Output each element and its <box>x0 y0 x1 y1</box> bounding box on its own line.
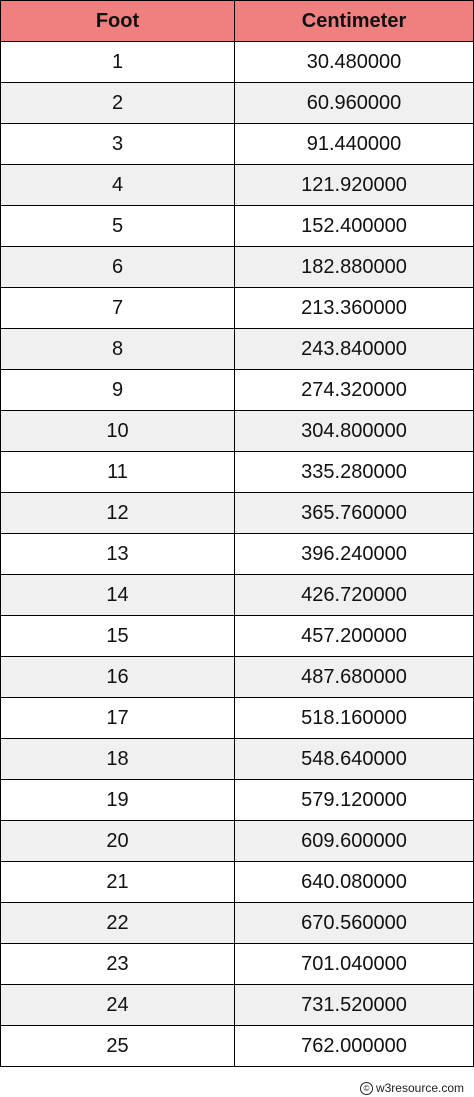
cell-centimeter: 365.760000 <box>235 493 474 534</box>
table-row <box>1 83 474 124</box>
cell-foot: 20 <box>1 821 235 862</box>
table-row <box>1 821 474 862</box>
table-row <box>1 780 474 821</box>
cell-centimeter: 274.320000 <box>235 370 474 411</box>
table-row <box>1 370 474 411</box>
cell-foot: 21 <box>1 862 235 903</box>
cell-foot: 18 <box>1 739 235 780</box>
cell-centimeter: 487.680000 <box>235 657 474 698</box>
cell-centimeter: 670.560000 <box>235 903 474 944</box>
table-row <box>1 698 474 739</box>
cell-foot: 5 <box>1 206 235 247</box>
table-row <box>1 493 474 534</box>
header-centimeter: Centimeter <box>235 1 474 42</box>
cell-centimeter: 60.960000 <box>235 83 474 124</box>
cell-centimeter: 304.800000 <box>235 411 474 452</box>
credit-line <box>360 1081 464 1095</box>
cell-centimeter: 701.040000 <box>235 944 474 985</box>
cell-centimeter: 457.200000 <box>235 616 474 657</box>
cell-centimeter: 731.520000 <box>235 985 474 1026</box>
cell-foot: 9 <box>1 370 235 411</box>
table-row <box>1 657 474 698</box>
table-row <box>1 206 474 247</box>
cell-centimeter: 426.720000 <box>235 575 474 616</box>
table-row <box>1 411 474 452</box>
cell-foot: 22 <box>1 903 235 944</box>
cell-centimeter: 640.080000 <box>235 862 474 903</box>
table-row <box>1 862 474 903</box>
table-row <box>1 616 474 657</box>
cell-centimeter: 152.400000 <box>235 206 474 247</box>
cell-foot: 10 <box>1 411 235 452</box>
credit-text: w3resource.com <box>375 1081 464 1095</box>
cell-centimeter: 579.120000 <box>235 780 474 821</box>
cell-foot: 2 <box>1 83 235 124</box>
table-row <box>1 903 474 944</box>
cell-foot: 14 <box>1 575 235 616</box>
cell-centimeter: 121.920000 <box>235 165 474 206</box>
cell-foot: 8 <box>1 329 235 370</box>
cell-foot: 23 <box>1 944 235 985</box>
cell-centimeter: 182.880000 <box>235 247 474 288</box>
cell-centimeter: 91.440000 <box>235 124 474 165</box>
table-row <box>1 1026 474 1067</box>
cell-centimeter: 548.640000 <box>235 739 474 780</box>
cell-centimeter: 243.840000 <box>235 329 474 370</box>
table-row <box>1 165 474 206</box>
table-row <box>1 534 474 575</box>
cell-centimeter: 335.280000 <box>235 452 474 493</box>
cell-foot: 16 <box>1 657 235 698</box>
cell-centimeter: 30.480000 <box>235 42 474 83</box>
table-row <box>1 288 474 329</box>
cell-foot: 12 <box>1 493 235 534</box>
header-foot: Foot <box>1 1 235 42</box>
copyright-icon: © <box>360 1082 373 1095</box>
cell-foot: 17 <box>1 698 235 739</box>
cell-centimeter: 762.000000 <box>235 1026 474 1067</box>
table-row <box>1 42 474 83</box>
table-row <box>1 944 474 985</box>
table-row <box>1 329 474 370</box>
table-row <box>1 247 474 288</box>
table-row <box>1 124 474 165</box>
cell-foot: 15 <box>1 616 235 657</box>
table-row <box>1 575 474 616</box>
table-row <box>1 452 474 493</box>
cell-centimeter: 396.240000 <box>235 534 474 575</box>
cell-foot: 4 <box>1 165 235 206</box>
cell-centimeter: 609.600000 <box>235 821 474 862</box>
cell-foot: 13 <box>1 534 235 575</box>
cell-centimeter: 213.360000 <box>235 288 474 329</box>
cell-foot: 19 <box>1 780 235 821</box>
table-row <box>1 739 474 780</box>
table-row <box>1 985 474 1026</box>
table-body <box>1 42 474 1067</box>
cell-foot: 7 <box>1 288 235 329</box>
cell-foot: 24 <box>1 985 235 1026</box>
cell-foot: 25 <box>1 1026 235 1067</box>
cell-centimeter: 518.160000 <box>235 698 474 739</box>
cell-foot: 1 <box>1 42 235 83</box>
cell-foot: 3 <box>1 124 235 165</box>
table-header-row <box>1 1 474 42</box>
cell-foot: 6 <box>1 247 235 288</box>
cell-foot: 11 <box>1 452 235 493</box>
